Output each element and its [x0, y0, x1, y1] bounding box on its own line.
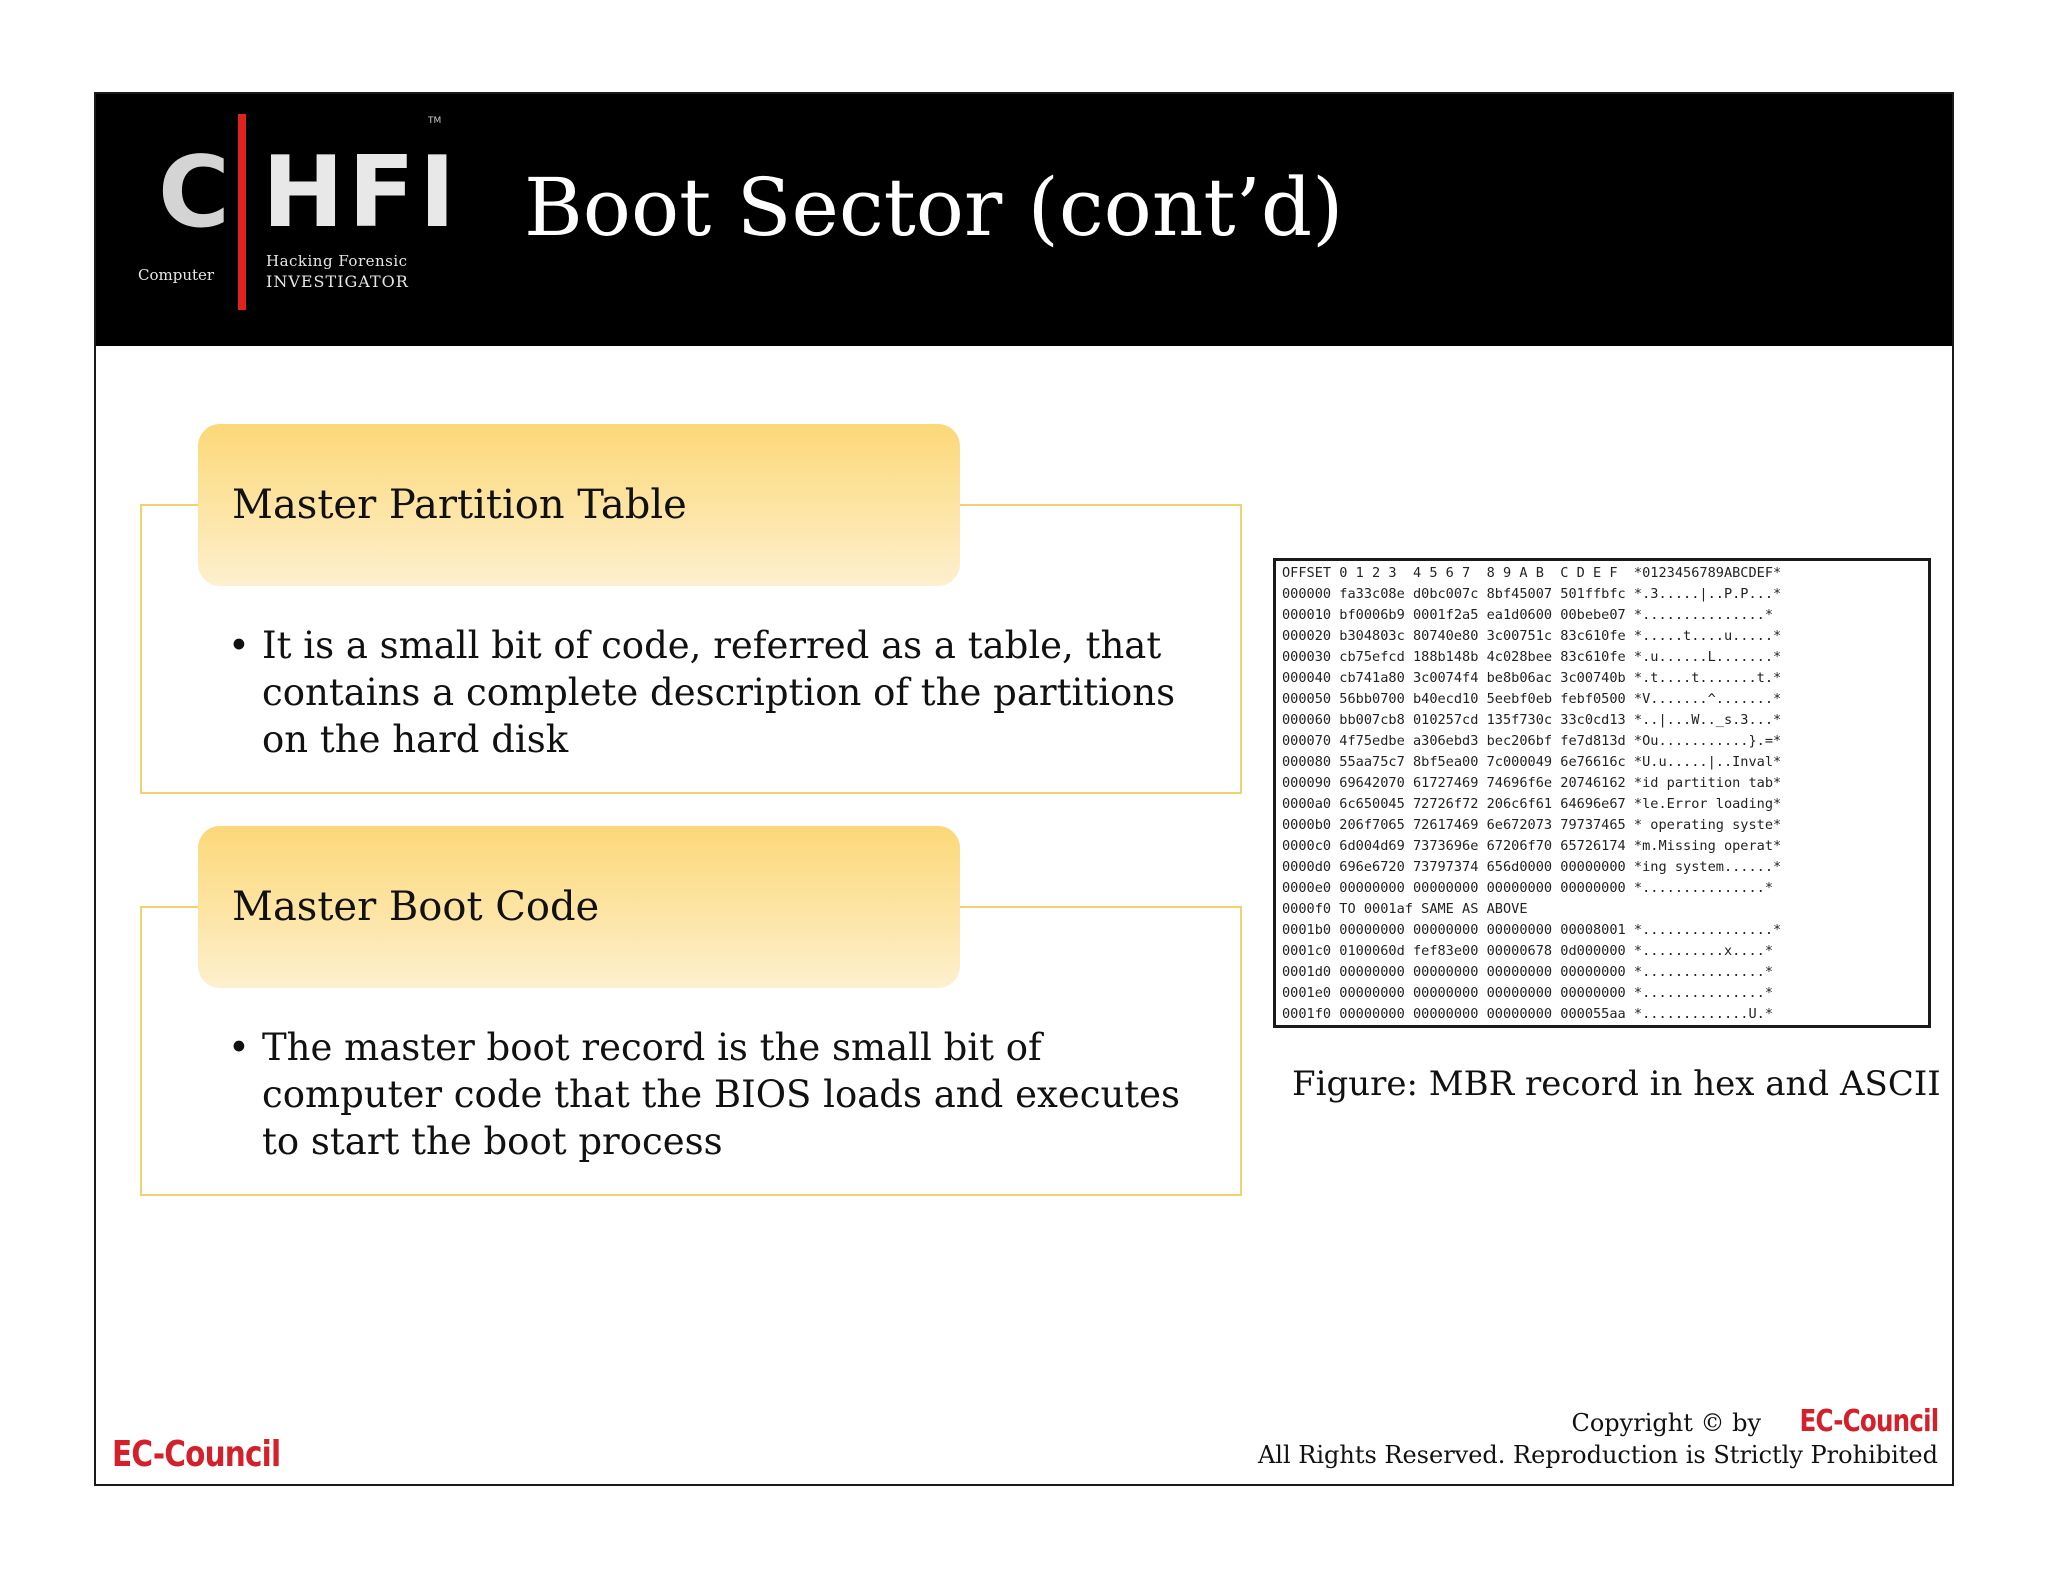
slide-title: Boot Sector (cont’d) — [524, 161, 1344, 254]
hex-line: 0001f0 00000000 00000000 00000000 000055aa *.............U.* — [1282, 1006, 1774, 1022]
hex-line: 000090 69642070 61727469 74696f6e 20746162 *id partition tab* — [1282, 775, 1782, 791]
hex-line: 000060 bb007cb8 010257cd 135f730c 33c0cd13 *..|...W.._s.3...* — [1282, 712, 1782, 728]
hex-lines — [1276, 561, 1928, 1025]
copyright-brand-logo: EC-Council — [1799, 1404, 1938, 1439]
hex-line: 000020 b304803c 80740e80 3c00751c 83c610fe *.....t....u.....* — [1282, 628, 1782, 644]
ec-council-logo: EC-Council — [112, 1434, 281, 1475]
copyright-line — [1258, 1406, 1938, 1439]
copyright-text: Copyright © by — [1571, 1409, 1762, 1437]
section-bullet — [228, 622, 1182, 763]
rights-text: All Rights Reserved. Reproduction is Strictly Prohibited — [1257, 1441, 1938, 1469]
hex-line: 0000f0 TO 0001af SAME AS ABOVE — [1282, 901, 1528, 917]
hex-line: OFFSET 0 1 2 3 4 5 6 7 8 9 A B C D E F *0123456789ABCDEF* — [1282, 565, 1782, 581]
hex-line: 000050 56bb0700 b40ecd10 5eebf0eb febf0500 *V.......^.......* — [1282, 691, 1782, 707]
section-title: Master Partition Table — [232, 482, 687, 528]
logo-letters-hfi: HFI — [262, 136, 460, 250]
section-title: Master Boot Code — [232, 884, 600, 930]
logo-trademark: TM — [428, 116, 442, 126]
hex-line: 000070 4f75edbe a306ebd3 bec206bf fe7d813d *Ou...........}.=* — [1282, 733, 1782, 749]
logo-hacking-text: Hacking Forensic — [266, 252, 408, 270]
logo-letter-c: C — [158, 136, 230, 250]
hex-line: 0000e0 00000000 00000000 00000000 00000000 *...............* — [1282, 880, 1774, 896]
bullet-dot-icon: • — [228, 1026, 250, 1069]
logo-red-bar — [238, 114, 246, 310]
hex-line: 0000d0 696e6720 73797374 656d0000 00000000 *ing system......* — [1282, 859, 1782, 875]
chfi-logo — [138, 114, 460, 324]
bullet-dot-icon: • — [228, 624, 250, 667]
hex-line: 000010 bf0006b9 0001f2a5 ea1d0600 00bebe07 *...............* — [1282, 607, 1774, 623]
section-header-partition-table — [198, 424, 960, 586]
slide-header — [96, 94, 1952, 346]
hex-line: 0001e0 00000000 00000000 00000000 00000000 *...............* — [1282, 985, 1774, 1001]
hex-line: 0001d0 00000000 00000000 00000000 00000000 *...............* — [1282, 964, 1774, 980]
hex-line: 000000 fa33c08e d0bc007c 8bf45007 501ffbfc *.3.....|..P.P...* — [1282, 586, 1782, 602]
bullet-text: The master boot record is the small bit of computer code that the BIOS loads and executes to start the boot process — [262, 1026, 1181, 1163]
section-bullet — [228, 1024, 1182, 1165]
copyright-notice — [1258, 1406, 1938, 1471]
hex-line: 000030 cb75efcd 188b148b 4c028bee 83c610fe *.u......L.......* — [1282, 649, 1782, 665]
hex-line: 000080 55aa75c7 8bf5ea00 7c000049 6e76616c *U.u.....|..Inval* — [1282, 754, 1782, 770]
hex-line: 0000a0 6c650045 72726f72 206c6f61 64696e67 *le.Error loading* — [1282, 796, 1782, 812]
slide — [94, 92, 1954, 1486]
logo-computer-text: Computer — [138, 266, 215, 284]
hex-line: 0001c0 0100060d fef83e00 00000678 0d000000 *..........x....* — [1282, 943, 1774, 959]
section-header-boot-code — [198, 826, 960, 988]
bullet-text: It is a small bit of code, referred as a table, that contains a complete description of the partitions on the hard disk — [262, 624, 1176, 761]
mbr-hex-dump — [1273, 558, 1931, 1028]
hex-line: 0000b0 206f7065 72617469 6e672073 79737465 * operating syste* — [1282, 817, 1782, 833]
hex-line: 000040 cb741a80 3c0074f4 be8b06ac 3c00740b *.t....t.......t.* — [1282, 670, 1782, 686]
hex-line: 0001b0 00000000 00000000 00000000 00008001 *................* — [1282, 922, 1782, 938]
figure-caption: Figure: MBR record in hex and ASCII — [1292, 1064, 1941, 1104]
logo-investigator-text: INVESTIGATOR — [266, 272, 409, 291]
hex-line: 0000c0 6d004d69 7373696e 67206f70 65726174 *m.Missing operat* — [1282, 838, 1782, 854]
